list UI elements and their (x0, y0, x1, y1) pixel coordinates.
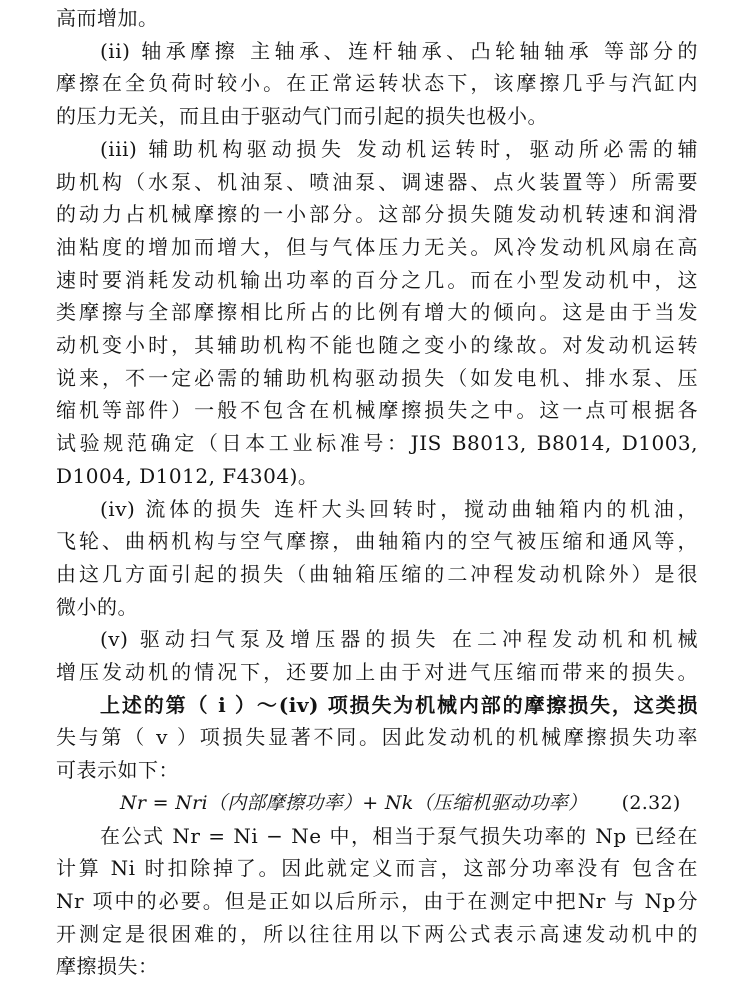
text-line: 开测定是很困难的，所以往往用以下两公式表示高速发动机中的 (56, 921, 698, 946)
text-line: 增压发动机的情况下，还要加上由于对进气压缩而带来的损失。 (56, 660, 698, 684)
text-line: 摩擦损失： (56, 954, 159, 979)
text-line: 油粘度的增加而增大，但与气体压力无关。风冷发动机风扇在高 (56, 234, 698, 259)
text-line: 在公式 Nr = Ni − Ne 中，相当于泵气损失功率的 Np 已经在 (100, 823, 698, 848)
text-line: 高而增加。 (56, 6, 159, 30)
text-line: 微小的。 (56, 594, 138, 619)
text-line: 飞轮、曲柄机构与空气摩擦，曲轴箱内的空气被压缩和通风等， (56, 529, 698, 554)
text-line: 计算 Ni 时扣除掉了。因此就定义而言，这部分功率没有 包含在 (56, 856, 698, 881)
section-heading-ii: (ii) 轴承摩擦 主轴承、连杆轴承、凸轮轴轴承 等部分的 (100, 38, 698, 63)
text-line: D1004, D1012, F4304)。 (56, 463, 319, 488)
text-line: 速时要消耗发动机输出功率的百分之几。而在小型发动机中，这 (56, 267, 698, 292)
text-line: 助机构（水泵、机油泵、喷油泵、调速器、点火装置等）所需要 (56, 169, 698, 194)
equation-2-32 (120, 787, 680, 820)
text-line: Nr 项中的必要。但是正如以后所示，由于在测定中把Nr 与 Np分 (56, 888, 698, 913)
text-line: 动机变小时，其辅助机构不能也随之变小的缘故。对发动机运转 (56, 333, 698, 357)
text-line: 失与第（ v ）项损失显著不同。因此发动机的机械摩擦损失功率 (56, 725, 698, 750)
text-line: 的动力占机械摩擦的一小部分。这部分损失随发动机转速和润滑 (56, 202, 698, 227)
text-line: 的压力无关，而且由于驱动气门而引起的损失也极小。 (56, 104, 548, 129)
text-line: 摩擦在全负荷时较小。在正常运转状态下，该摩擦几乎与汽缸内 (56, 71, 698, 96)
equation-body: Nr = Nri（内部摩擦功率）+ Nk（压缩机驱动功率） (120, 791, 588, 814)
text-line: 上述的第（ i ）～(iv) 项损失为机械内部的摩擦损失，这类损 (100, 692, 698, 717)
text-line: 说来，不一定必需的辅助机构驱动损失（如发电机、排水泵、压 (56, 365, 698, 390)
text-line: 由这几方面引起的损失（曲轴箱压缩的二冲程发动机除外）是很 (56, 561, 698, 586)
equation-number: (2.32) (621, 791, 681, 814)
text-line: 缩机等部件）一般不包含在机械摩擦损失之中。这一点可根据各 (56, 398, 698, 423)
section-heading-iii: (iii) 辅助机构驱动损失 发动机运转时，驱动所必需的辅 (100, 136, 698, 161)
section-heading-iv: (iv) 流体的损失 连杆大头回转时，搅动曲轴箱内的机油， (100, 496, 698, 521)
section-heading-v: (v) 驱动扫气泵及增压器的损失 在二冲程发动机和机械 (100, 627, 698, 652)
text-line: 可表示如下： (56, 758, 179, 783)
text-line: 类摩擦与全部摩擦相比所占的比例有增大的倾向。这是由于当发 (56, 300, 698, 325)
text-line: 试验规范确定（日本工业标准号：JIS B8013, B8014, D1003, (56, 431, 698, 456)
